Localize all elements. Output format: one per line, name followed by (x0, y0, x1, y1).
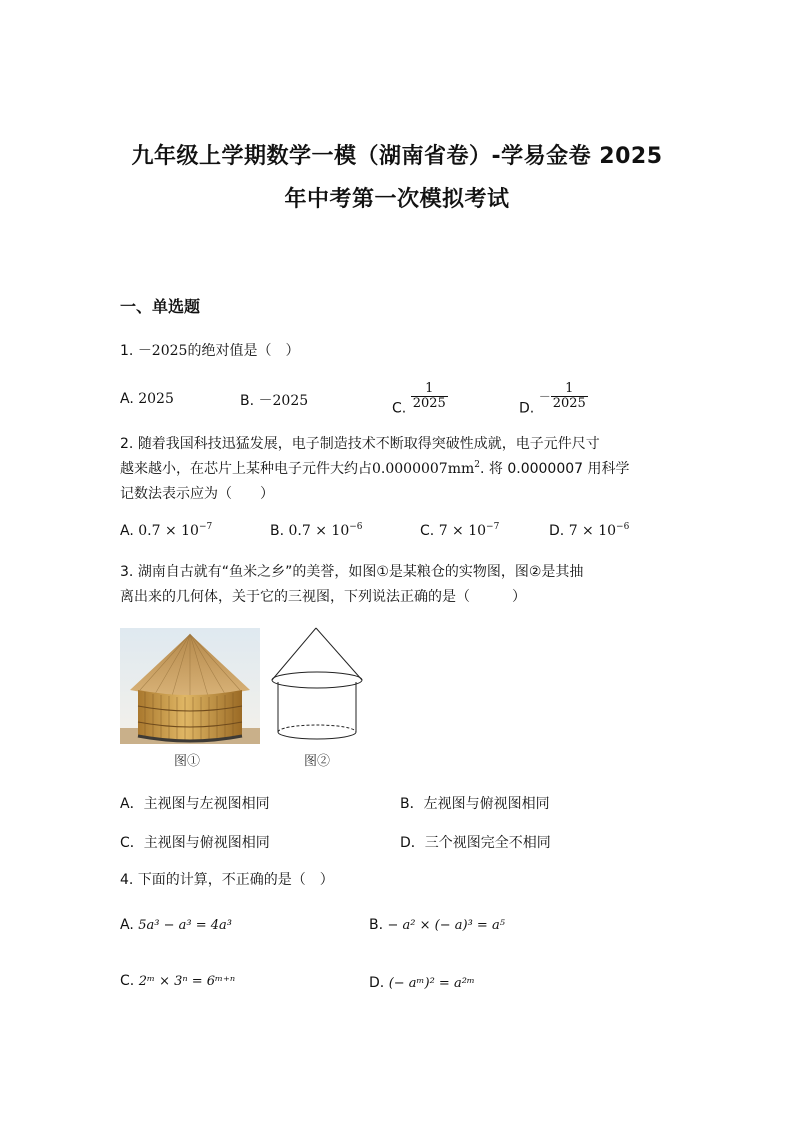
option-4c[interactable]: C. 2ᵐ × 3ⁿ = 6ᵐ⁺ⁿ (120, 973, 236, 989)
fraction: $\frac{1}{2025}$ (412, 381, 446, 411)
cone-cylinder-diagram (268, 626, 372, 746)
option-4b[interactable]: B. − a² × (− a)³ = a⁵ (369, 917, 505, 933)
question-1 (120, 339, 299, 364)
question-4: 4. 下面的计算，不正确的是（ ） (120, 872, 334, 888)
figure-2-caption: 图② (304, 754, 331, 769)
question-1-value: －2025 (137, 343, 188, 359)
option-2a[interactable]: A. $0.7 \times 10^{-7}$ (120, 522, 213, 539)
option-3c[interactable]: C．主视图与俯视图相同 (120, 835, 270, 851)
option-2b[interactable]: B. $0.7 \times 10^{-6}$ (270, 522, 363, 539)
question-2: 2. 随着我国科技迅猛发展，电子制造技术不断取得突破性成就，电子元件尺寸 越来越小，在芯片上某种电子元件大约占$0.0000007mm^2$. 将 0.0000007 用科学 记数法表示应为（ ） (120, 436, 630, 502)
section-heading-single-choice: 一、单选题 (120, 297, 201, 316)
granary-photo (120, 628, 260, 744)
option-2d[interactable]: D. $7 \times 10^{-6}$ (549, 522, 630, 539)
document-title-line-1: 九年级上学期数学一模（湖南省卷）-学易金卷 2025 (131, 144, 663, 169)
option-1c[interactable]: C. $\frac{1}{2025}$ (392, 381, 446, 417)
option-4d[interactable]: D. (− aᵐ)² = a²ᵐ (369, 975, 475, 991)
question-1-text: 的绝对值是（ ） (187, 343, 300, 359)
option-1b[interactable]: B. －2025 (240, 393, 309, 409)
option-3a[interactable]: A．主视图与左视图相同 (120, 796, 270, 812)
document-title-line-2: 年中考第一次模拟考试 (284, 187, 510, 212)
question-number: 1. (120, 343, 134, 359)
option-4a[interactable]: A. 5a³ − a³ = 4a³ (120, 917, 232, 933)
figure-1-caption: 图① (174, 754, 201, 769)
option-2c[interactable]: C. $7 \times 10^{-7}$ (420, 522, 500, 539)
option-1a[interactable]: A. 2025 (120, 391, 174, 407)
option-1d[interactable]: D. － $\frac{1}{2025}$ (519, 381, 586, 417)
question-3: 3. 湖南自古就有“鱼米之乡”的美誉，如图①是某粮仓的实物图，图②是其抽 离出来的几何体，关于它的三视图，下列说法正确的是（ ） (120, 564, 584, 605)
option-3b[interactable]: B．左视图与俯视图相同 (400, 796, 550, 812)
fraction: $\frac{1}{2025}$ (552, 381, 586, 411)
option-3d[interactable]: D．三个视图完全不相同 (400, 835, 551, 851)
